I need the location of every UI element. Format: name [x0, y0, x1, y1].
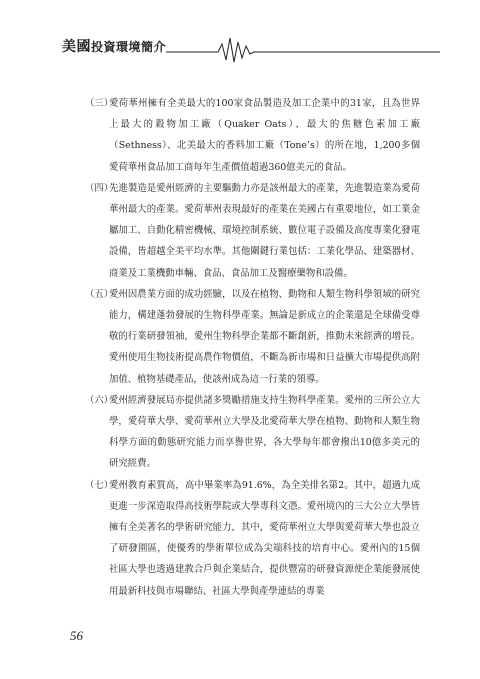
- list-item: [85, 475, 420, 602]
- page-number: 56: [70, 628, 83, 643]
- item-number: （五）: [85, 288, 114, 300]
- item-text: 愛州教育素質高，高中畢業率為91.6%，為全美排名第2。其中，超過九成更進一步深造取得高技術學院或大學專科文憑。愛州境內的三大公立大學皆擁有全美著名的學術研究能力，其中，愛荷華州立大學與愛荷華大學也設立了研發園區，使優秀的學術單位成為尖端科技的培育中心。愛州內的15個社區大學也透過建教合戶與企業結合，提供豐富的研發資源使企業能發展使用最新科技與市場聯結、社區大學與產學連結的專業: [109, 479, 420, 597]
- item-text: 愛荷華州擁有全美最大的100家食品製造及加工企業中的31家，且為世界上最大的穀物加工廠（Quaker Oats）、最大的焦糖色素加工廠（Sethness）、北美最大的香料加工廠（Tone’s）的所在地，1,200多個愛荷華州食品加工商每年生產價值超過360億美元的食品。: [109, 98, 420, 173]
- item-text: 先進製造是愛州經濟的主要驅動力亦是該州最大的產業，先進製造業為愛荷華州最大的產業。愛荷華州表現最好的產業在美國占有重要地位，如工業金屬加工、自動化精密機械、環境控制系統、數位電子設備及高度專業化發電設備，皆超越全美平均水準。其他關鍵行業包括：工業化學品、建築器材、商業及工業機動車輛、食品、食品加工及醫療藥物和設備。: [109, 182, 420, 279]
- running-header: [62, 30, 440, 64]
- item-text: 愛州因農業方面的成功經驗，以及在植物、動物和人類生物科學領域的研究能力，構建蓬勃發展的生物科學產業。無論是新成立的企業還是全球備受尊敬的行業研發領袖，愛州生物科學企業都不斷創新，推動未來經濟的增長。愛州使用生物技術提高農作物價值，不斷為新市場和日益擴大市場提供高附加值、植物基礎產品，使該州成為這一行業的領導。: [109, 288, 420, 385]
- list-item: [85, 178, 420, 284]
- header-wave-line-icon: [62, 30, 440, 64]
- list-item: [85, 93, 420, 178]
- item-number: （七）: [85, 479, 114, 491]
- item-number: （三）: [85, 98, 114, 109]
- header-title-subject: 投資環境簡介: [91, 40, 167, 54]
- body-content: [85, 93, 420, 602]
- item-text: 愛州經濟發展局亦提供諸多獎勵措施支持生物科學產業。愛州的三所公立大學，愛荷華大學、愛荷華州立大學及北愛荷華大學在植物、動物和人類生物科學方面的動態研究能力而享譽世界，各大學每年都會撥出10億多美元的研究經費。: [109, 394, 420, 470]
- header-title-country: 美國: [62, 39, 91, 55]
- item-number: （六）: [85, 394, 114, 406]
- list-item: [85, 390, 420, 475]
- list-item: [85, 284, 420, 390]
- item-number: （四）: [85, 182, 114, 194]
